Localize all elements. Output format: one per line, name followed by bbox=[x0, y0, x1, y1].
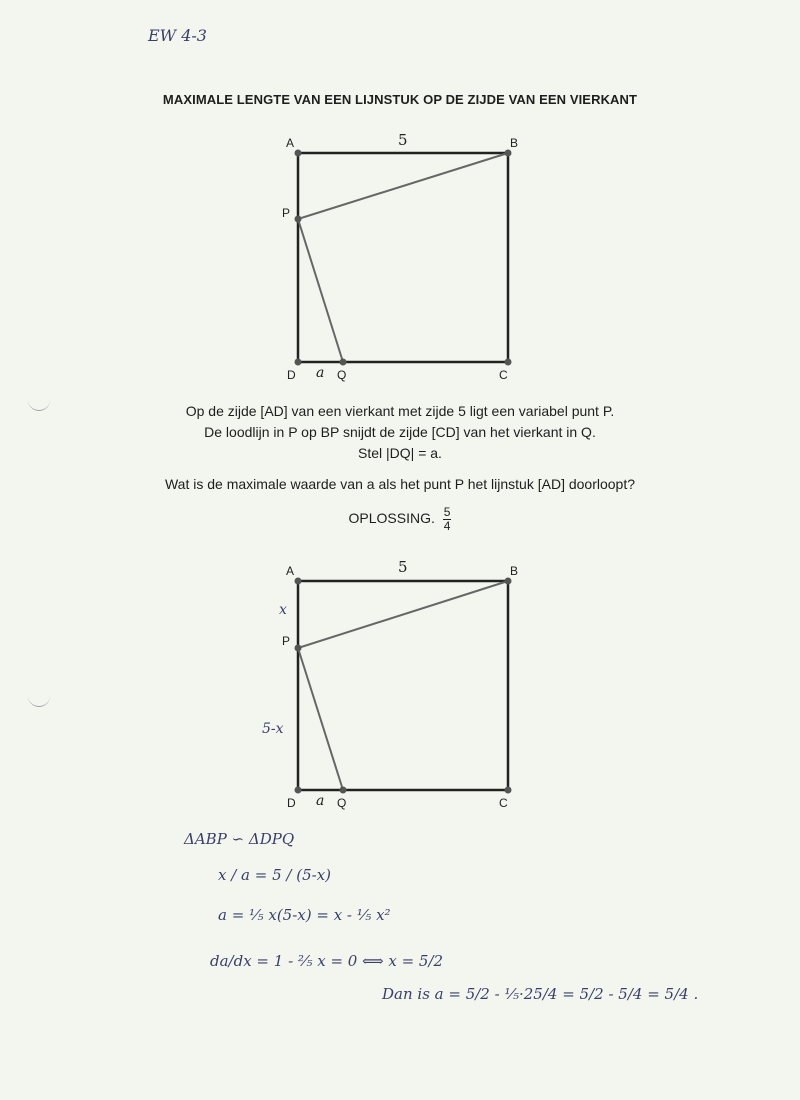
label-a: A bbox=[286, 136, 295, 150]
point-c bbox=[505, 787, 512, 794]
label-q: Q bbox=[337, 796, 347, 810]
label-b: B bbox=[510, 564, 519, 578]
label-side-length: 5 bbox=[398, 558, 408, 576]
label-x-handwritten: x bbox=[279, 602, 287, 618]
page-title: MAXIMALE LENGTE VAN EEN LIJNSTUK OP DE ZIJDE VAN EEN VIERKANT bbox=[162, 92, 638, 107]
point-d bbox=[295, 787, 302, 794]
point-p bbox=[295, 645, 302, 652]
point-q bbox=[340, 787, 347, 794]
handwritten-proportion: x / a = 5 / (5-x) bbox=[218, 866, 332, 884]
solution-numerator: 5 bbox=[443, 505, 451, 519]
problem-question: Wat is de maximale waarde van a als het punt P het lijnstuk [AD] doorloopt? bbox=[164, 476, 636, 492]
handwritten-similarity: ΔABP ∽ ΔDPQ bbox=[184, 830, 295, 848]
label-side-length: 5 bbox=[398, 131, 408, 149]
label-p: P bbox=[282, 206, 291, 220]
label-d: D bbox=[287, 368, 296, 382]
label-five-minus-x-handwritten: 5-x bbox=[262, 721, 284, 737]
label-p: P bbox=[282, 634, 291, 648]
square-outline bbox=[298, 581, 508, 790]
label-a: A bbox=[286, 564, 295, 578]
label-c: C bbox=[499, 368, 508, 382]
label-d: D bbox=[287, 796, 296, 810]
problem-line: De loodlijn in P op BP snijdt de zijde [CD] van het vierkant in Q. bbox=[204, 424, 596, 440]
label-q: Q bbox=[337, 368, 347, 382]
point-a bbox=[295, 578, 302, 585]
handwritten-expression-a: a = ⅕ x(5-x) = x - ⅕ x² bbox=[218, 906, 391, 924]
label-c: C bbox=[499, 796, 508, 810]
solution-label: OPLOSSING. bbox=[348, 510, 435, 527]
document-id-handwritten: EW 4-3 bbox=[148, 26, 207, 45]
handwritten-derivative: da/dx = 1 - ⅖ x = 0 ⟺ x = 5/2 bbox=[210, 952, 444, 970]
segment-pb bbox=[298, 581, 508, 648]
label-a-length: a bbox=[316, 365, 325, 381]
handwritten-conclusion: Dan is a = 5/2 - ⅕·25/4 = 5/2 - 5/4 = 5/4 . bbox=[382, 985, 699, 1003]
solution-denominator: 4 bbox=[443, 519, 451, 533]
label-a-length: a bbox=[316, 793, 325, 809]
problem-line: Stel |DQ| = a. bbox=[358, 445, 442, 461]
problem-line: Op de zijde [AD] van een vierkant met zijde 5 ligt een variabel punt P. bbox=[185, 403, 615, 419]
point-b bbox=[505, 578, 512, 585]
label-b: B bbox=[510, 136, 519, 150]
segment-pq bbox=[298, 648, 343, 790]
